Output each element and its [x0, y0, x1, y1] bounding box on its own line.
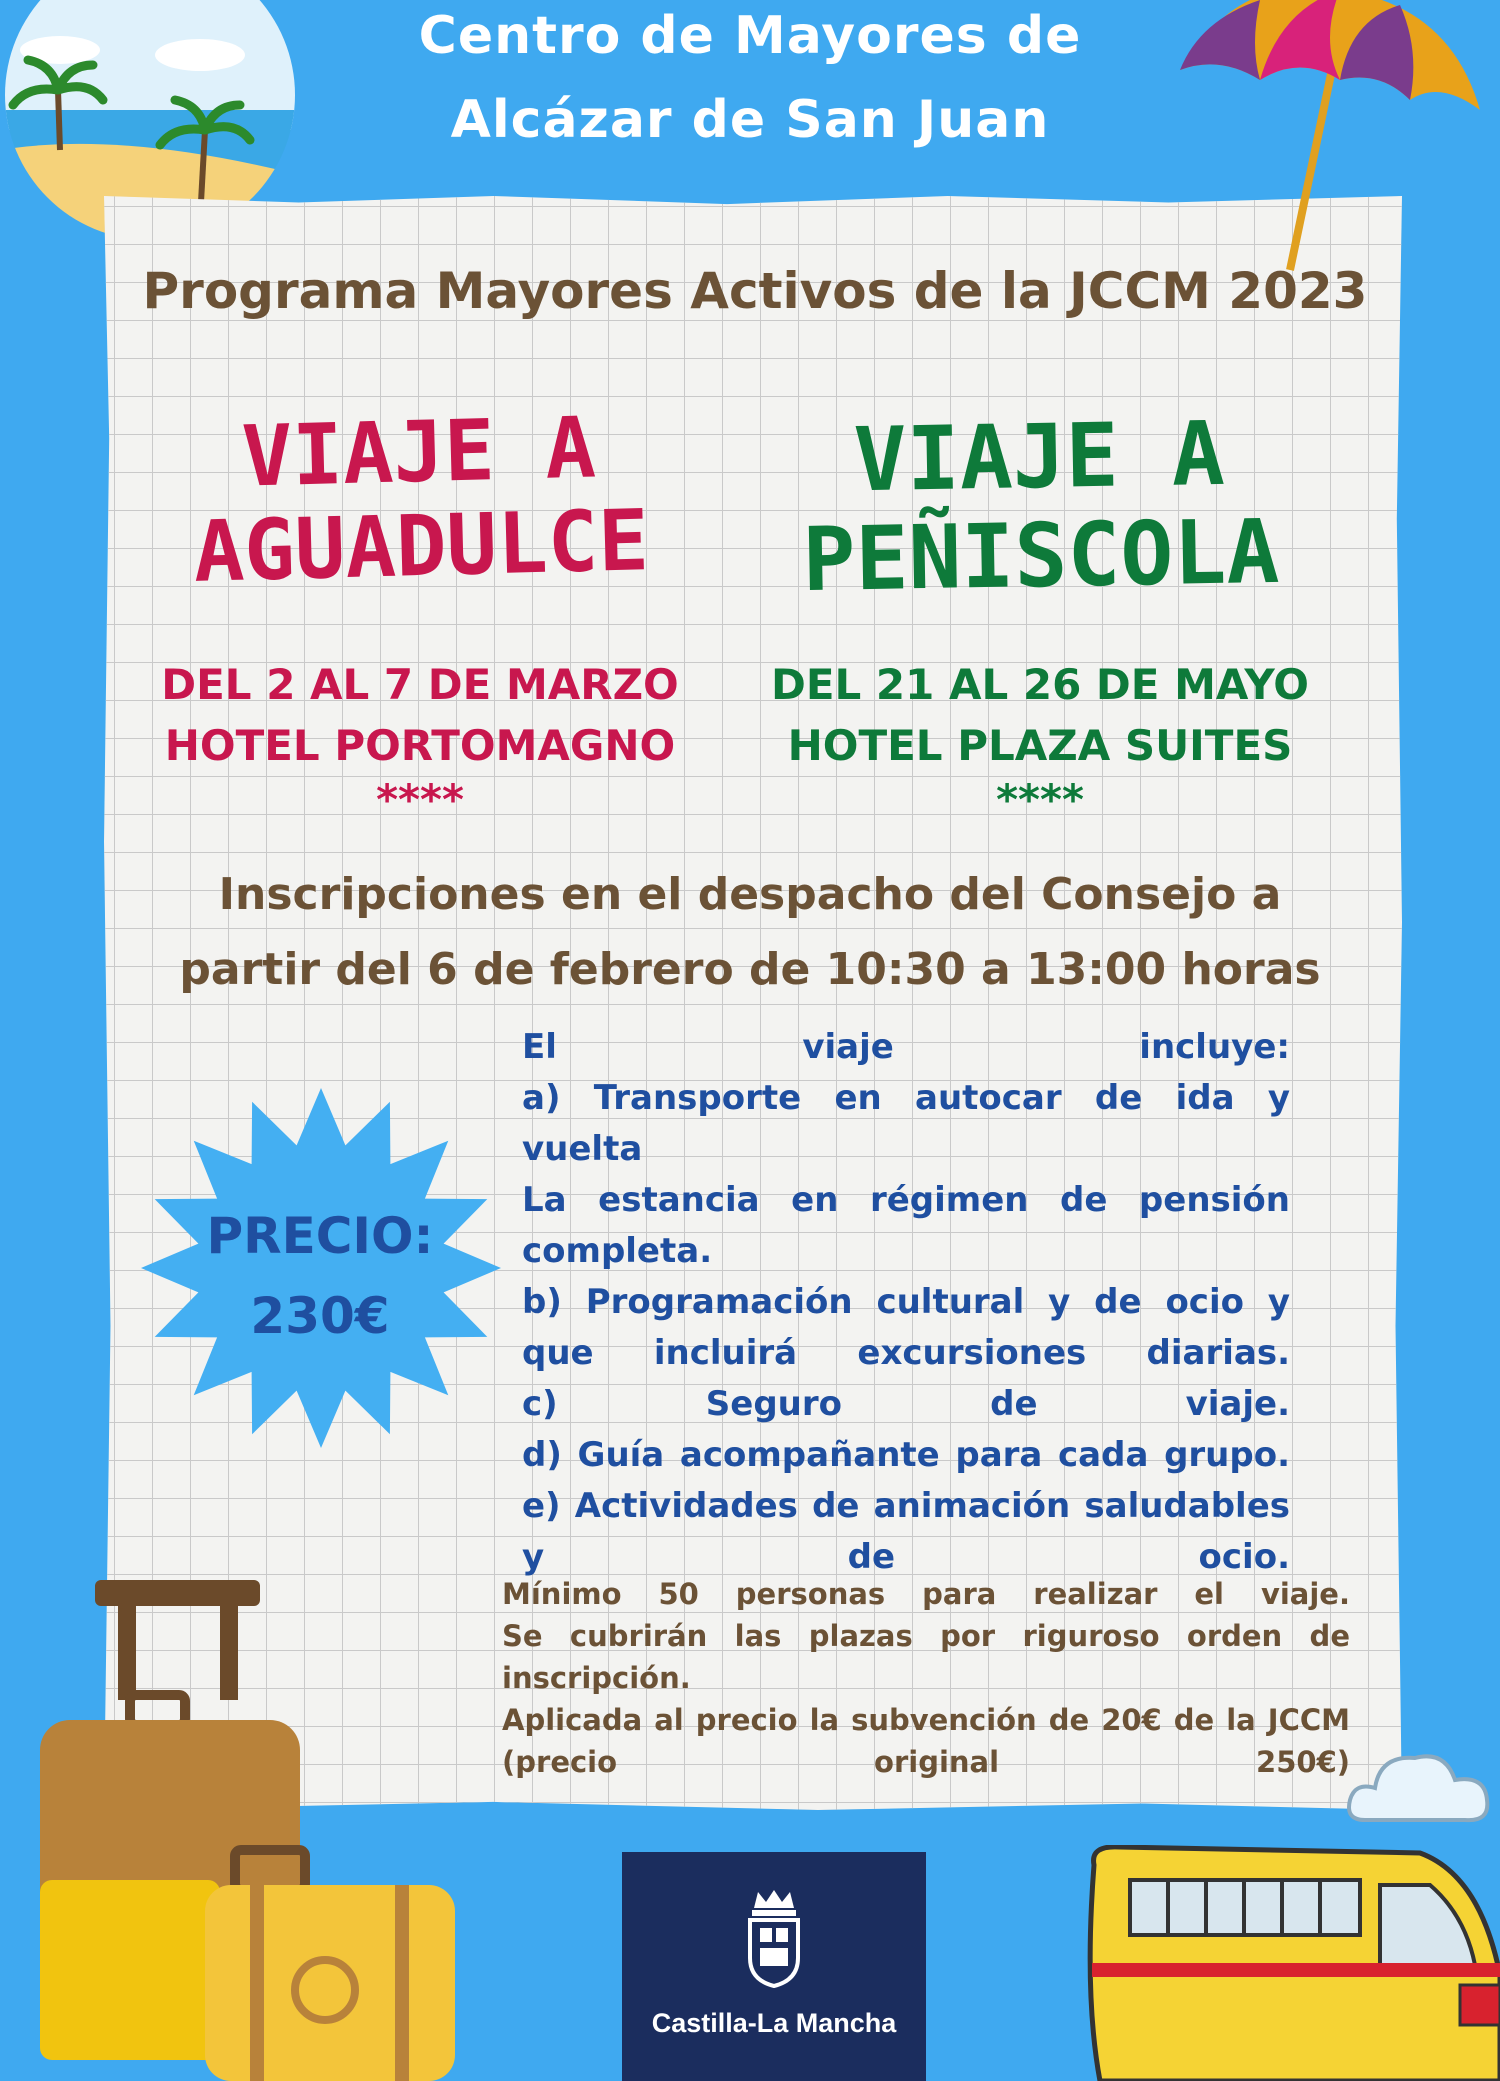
price-value: 230€	[250, 1287, 390, 1345]
trip-aguadulce-title	[148, 398, 693, 600]
inscriptions-line2: partir del 6 de febrero de 10:30 a 13:00 horas	[179, 943, 1321, 995]
includes-item-d: d) Guía acompañante para cada grupo.	[522, 1435, 1290, 1475]
trip-aguadulce-details	[120, 655, 720, 823]
conditions-notes	[502, 1573, 1350, 1783]
trip-peniscola-title	[778, 403, 1301, 609]
trip-peniscola-stars: ****	[996, 774, 1084, 824]
trip-aguadulce-hotel: HOTEL PORTOMAGNO	[164, 720, 676, 770]
includes-item-b: b) Programación cultural y de ocio y que incluirá excursiones diarias.	[522, 1282, 1290, 1373]
suitcases-icon	[0, 1580, 470, 2081]
includes-item-e: e) Actividades de animación saludables y de ocio.	[522, 1486, 1290, 1577]
includes-list	[522, 1022, 1290, 1583]
trip-peniscola-title-line2: PEÑISCOLA	[801, 499, 1281, 611]
note-order: Se cubrirán las plazas por riguroso orden de inscripción.	[502, 1619, 1350, 1695]
program-title: Programa Mayores Activos de la JCCM 2023	[142, 262, 1368, 320]
note-minimum: Mínimo 50 personas para realizar el viaje.	[502, 1577, 1350, 1611]
inscriptions-line1: Inscripciones en el despacho del Consejo a	[218, 869, 1282, 920]
trip-peniscola-dates: DEL 21 AL 26 DE MAYO	[770, 660, 1310, 709]
includes-item-c: c) Seguro de viaje.	[522, 1384, 1290, 1424]
trip-aguadulce-title-line1: VIAJE A	[240, 398, 597, 506]
header-title-line2: Alcázar de San Juan	[450, 90, 1050, 150]
coat-of-arms-icon	[742, 1888, 806, 1988]
trip-peniscola-title-line1: VIAJE A	[852, 401, 1226, 512]
includes-item-a: a) Transporte en autocar de ida y vuelta	[522, 1078, 1290, 1169]
cloud-icon	[1345, 1740, 1495, 1830]
price-label: PRECIO:	[206, 1207, 434, 1265]
includes-heading: El viaje incluye:	[522, 1027, 1290, 1067]
trip-aguadulce-dates: DEL 2 AL 7 DE MARZO	[161, 660, 679, 709]
trip-aguadulce-title-line2: AGUADULCE	[192, 491, 651, 602]
inscriptions-info	[130, 858, 1370, 1008]
logo-text: Castilla-La Mancha	[651, 2008, 897, 2038]
umbrella-icon	[1160, 0, 1500, 280]
trip-aguadulce-stars: ****	[376, 774, 464, 824]
trip-peniscola-details	[760, 655, 1320, 823]
header-title-line1: Centro de Mayores de	[418, 6, 1082, 66]
price-badge	[170, 1196, 470, 1356]
bus-icon	[1080, 1845, 1500, 2081]
note-subsidy: Aplicada al precio la subvención de 20€ de la JCCM (precio original 250€)	[502, 1703, 1350, 1779]
includes-item-stay: La estancia en régimen de pensión completa.	[522, 1180, 1290, 1271]
trip-peniscola-hotel: HOTEL PLAZA SUITES	[787, 720, 1293, 770]
